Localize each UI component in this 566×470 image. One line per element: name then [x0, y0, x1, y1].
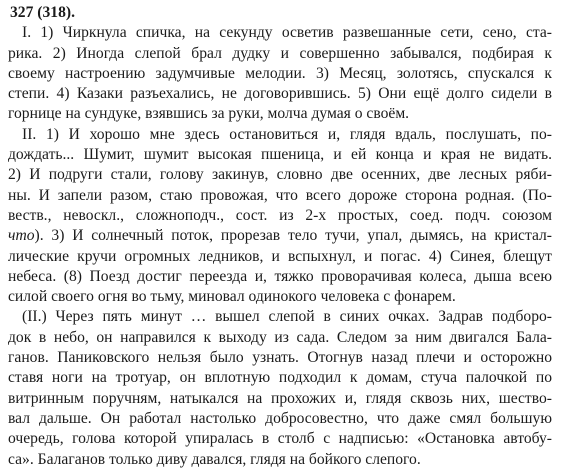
- text-line: (II.) Через пять минут … вышел слепой в синих очках. Задрав подборо-: [22, 308, 552, 326]
- text-line: силой своего огня во тьму, миновал одинокого человека с фонарем.: [8, 288, 456, 306]
- text-line: док в небо, он направился к выходу из сада. Следом за ним двигался Бала-: [8, 328, 552, 346]
- text-line: рика. 2) Иногда слепой брал дудку и совершенно забывался, подбирая к: [8, 44, 552, 62]
- text-line: 2) И подруги стали, голову закинув, словно две осенних, две лесных ряби-: [8, 166, 552, 184]
- text-line: что). 3) И солнечный поток, прорезав тело тучи, упал, дымясь, на кристал-: [8, 227, 552, 245]
- paragraph-3: [8, 307, 552, 469]
- text-line: лические кручи огромных ледников, и вспыхнул, и погас. 4) Синея, блещут: [8, 247, 552, 265]
- text-line: очередь, голова которой упиралась в столб с надписью: «Остановка автобу-: [8, 430, 552, 448]
- paragraph-2: [8, 125, 552, 308]
- text-line: са». Балаганов только диву давался, глядя на бойкого слепого.: [8, 450, 421, 468]
- paragraph-1: [8, 23, 552, 124]
- text-line: I. 1) Чиркнула спичка, на секунду осветив развешанные сети, сено, ста-: [22, 24, 552, 42]
- text-line: степи. 4) Казаки разъехались, не договорившись. 5) Они ещё долго сидели в: [8, 85, 552, 103]
- text-line: дождать... Шумит, шумит высокая пшеница, и ей конца и края не видать.: [8, 146, 552, 164]
- text-line: ганов. Паниковского нельзя было узнать. Отогнув назад плечи и осторожно: [8, 349, 552, 367]
- italic-word: что: [8, 227, 35, 245]
- text-line: витринным поручням, натыкался на прохожих и, глядя сквозь них, шество-: [8, 389, 552, 407]
- text-line: ставя ноги на тротуар, он вплотную подходил к домам, стуча палочкой по: [8, 369, 552, 387]
- text-line: горнице на сундуке, взявшись за руки, молча думая о своём.: [8, 105, 410, 123]
- text-line: II. 1) И хорошо мне здесь остановиться и, глядя вдаль, послушать, по-: [22, 125, 552, 143]
- text-line: веств., невоскл., сложноподч., сост. из 2-х простых, соед. подч. союзом: [8, 206, 552, 224]
- text-line: вал дальше. Он работал настолько добросовестно, что даже смял большую: [8, 409, 552, 427]
- text-line: своему настроению задумчивые мелодии. 3) Месяц, золотясь, спускался к: [8, 64, 552, 82]
- text-line: небеса. (8) Поезд достиг переезда и, тяжко проворачивая колеса, дыша всею: [8, 267, 552, 285]
- exercise-number: 327 (318).: [10, 4, 75, 21]
- text-line: ны. И запели разом, стаю провожая, что всего дороже сторона родная. (По-: [8, 186, 552, 204]
